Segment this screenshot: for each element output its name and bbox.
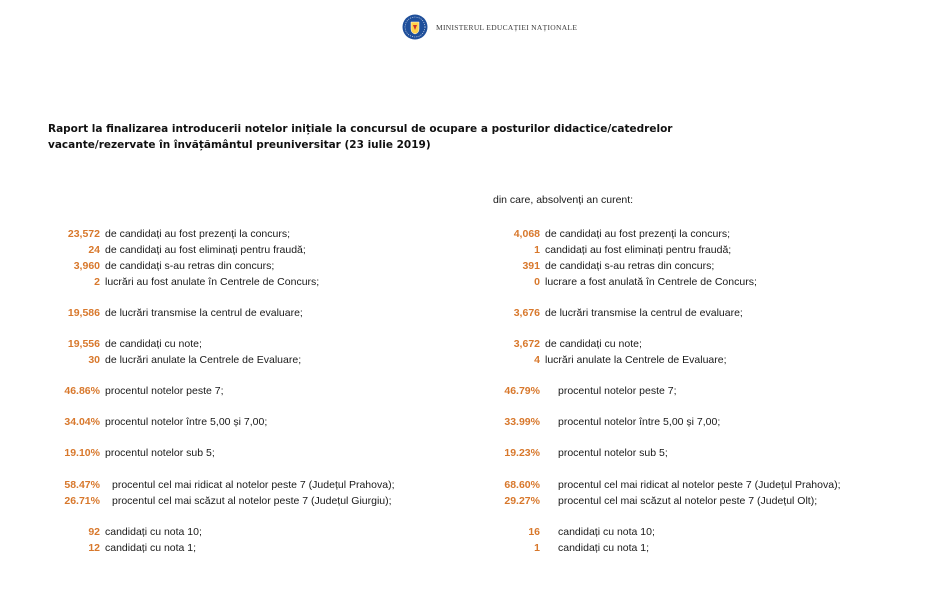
stat-value: 4,068	[513, 228, 540, 240]
stat-value: 12	[88, 542, 100, 554]
stat-value: 30	[88, 354, 100, 366]
stat-value: 19.23%	[504, 447, 540, 459]
stat-value: 3,676	[513, 307, 540, 319]
ministry-coat-of-arms-icon	[402, 14, 428, 40]
stat-value: 24	[88, 244, 100, 256]
stat-description: candidați cu nota 10;	[105, 526, 202, 538]
stat-value: 19.10%	[64, 447, 100, 459]
stat-value: 19,556	[67, 338, 100, 350]
left-stat-row	[48, 477, 394, 493]
stat-value: 46.86%	[64, 385, 100, 397]
stat-value: 92	[88, 526, 100, 538]
stat-description: de candidați au fost prezenți la concurs;	[545, 228, 731, 240]
stat-description: lucrări anulate la Centrele de Evaluare;	[545, 354, 727, 366]
ministry-name: MINISTERUL EDUCAȚIEI NAȚIONALE	[436, 22, 578, 32]
right-stat-row	[485, 352, 727, 368]
right-stat-row	[485, 226, 730, 242]
right-stat-row	[485, 258, 714, 274]
right-stat-row	[485, 336, 642, 352]
right-stat-row	[485, 493, 817, 509]
stat-description: de candidați s-au retras din concurs;	[545, 260, 715, 272]
stat-description: procentul cel mai ridicat al notelor peste 7 (Județul Prahova);	[112, 479, 395, 491]
left-stat-row	[48, 540, 196, 556]
right-column-subheading: din care, absolvenți an curent:	[493, 194, 634, 206]
left-stat-row	[48, 445, 215, 461]
stat-description: de lucrări transmise la centrul de evaluare;	[105, 307, 303, 319]
stat-description: procentul notelor peste 7;	[558, 385, 677, 397]
stat-description: procentul cel mai ridicat al notelor peste 7 (Județul Prahova);	[558, 479, 841, 491]
left-stat-row	[48, 414, 267, 430]
left-stat-row	[48, 258, 274, 274]
stat-value: 3,672	[513, 338, 540, 350]
stat-value: 1	[534, 542, 540, 554]
stat-description: de candidați au fost eliminați pentru fraudă;	[105, 244, 306, 256]
stat-value: 33.99%	[504, 416, 540, 428]
header	[402, 12, 577, 42]
stat-description: de candidați cu note;	[105, 338, 202, 350]
right-stat-row	[485, 524, 655, 540]
left-stat-row	[48, 524, 202, 540]
stat-description: candidați au fost eliminați pentru fraudă;	[545, 244, 732, 256]
left-stat-row	[48, 274, 319, 290]
stat-description: de lucrări anulate la Centrele de Evaluare;	[105, 354, 302, 366]
right-stat-row	[485, 414, 720, 430]
stat-description: procentul notelor între 5,00 și 7,00;	[105, 416, 268, 428]
stat-value: 58.47%	[64, 479, 100, 491]
left-stat-row	[48, 383, 224, 399]
stat-description: candidați cu nota 1;	[105, 542, 197, 554]
stat-description: candidați cu nota 10;	[558, 526, 655, 538]
stat-value: 0	[534, 276, 540, 288]
right-stat-row	[485, 540, 649, 556]
stat-description: lucrare a fost anulată în Centrele de Concurs;	[545, 276, 757, 288]
stat-value: 19,586	[67, 307, 100, 319]
right-stat-row	[485, 477, 840, 493]
right-stat-row	[485, 305, 743, 321]
stat-value: 23,572	[67, 228, 100, 240]
left-stat-row	[48, 226, 290, 242]
stat-value: 4	[534, 354, 540, 366]
stat-value: 46.79%	[504, 385, 540, 397]
stat-value: 2	[94, 276, 100, 288]
stat-description: de candidați au fost prezenți la concurs;	[105, 228, 291, 240]
stat-description: lucrări au fost anulate în Centrele de Concurs;	[105, 276, 320, 288]
stat-value: 26.71%	[64, 495, 100, 507]
stat-description: candidați cu nota 1;	[558, 542, 650, 554]
stat-value: 1	[534, 244, 540, 256]
stat-description: procentul notelor peste 7;	[105, 385, 224, 397]
stat-value: 16	[528, 526, 540, 538]
stat-description: de candidați cu note;	[545, 338, 642, 350]
stat-description: procentul notelor sub 5;	[105, 447, 215, 459]
stat-description: procentul cel mai scăzut al notelor peste 7 (Județul Giurgiu);	[112, 495, 392, 507]
stat-description: de lucrări transmise la centrul de evaluare;	[545, 307, 743, 319]
left-stat-row	[48, 336, 202, 352]
stat-value: 3,960	[73, 260, 100, 272]
stat-value: 68.60%	[504, 479, 540, 491]
right-stat-row	[485, 445, 668, 461]
stat-description: procentul cel mai scăzut al notelor peste 7 (Județul Olt);	[558, 495, 818, 507]
left-stat-row	[48, 242, 306, 258]
stat-value: 34.04%	[64, 416, 100, 428]
stat-description: procentul notelor între 5,00 și 7,00;	[558, 416, 721, 428]
right-stat-row	[485, 383, 677, 399]
left-stat-row	[48, 352, 301, 368]
left-stat-row	[48, 493, 392, 509]
right-stat-row	[485, 242, 731, 258]
report-title: Raport la finalizarea introducerii notelor inițiale la concursul de ocupare a posturilor didactice/catedrelor vacante/rezervate în învățământul preuniversitar (23 iulie 2019)	[48, 123, 673, 151]
stat-description: procentul notelor sub 5;	[558, 447, 668, 459]
stat-description: de candidați s-au retras din concurs;	[105, 260, 275, 272]
stat-value: 29.27%	[504, 495, 540, 507]
stat-value: 391	[522, 260, 540, 272]
right-stat-row	[485, 274, 757, 290]
left-stat-row	[48, 305, 303, 321]
